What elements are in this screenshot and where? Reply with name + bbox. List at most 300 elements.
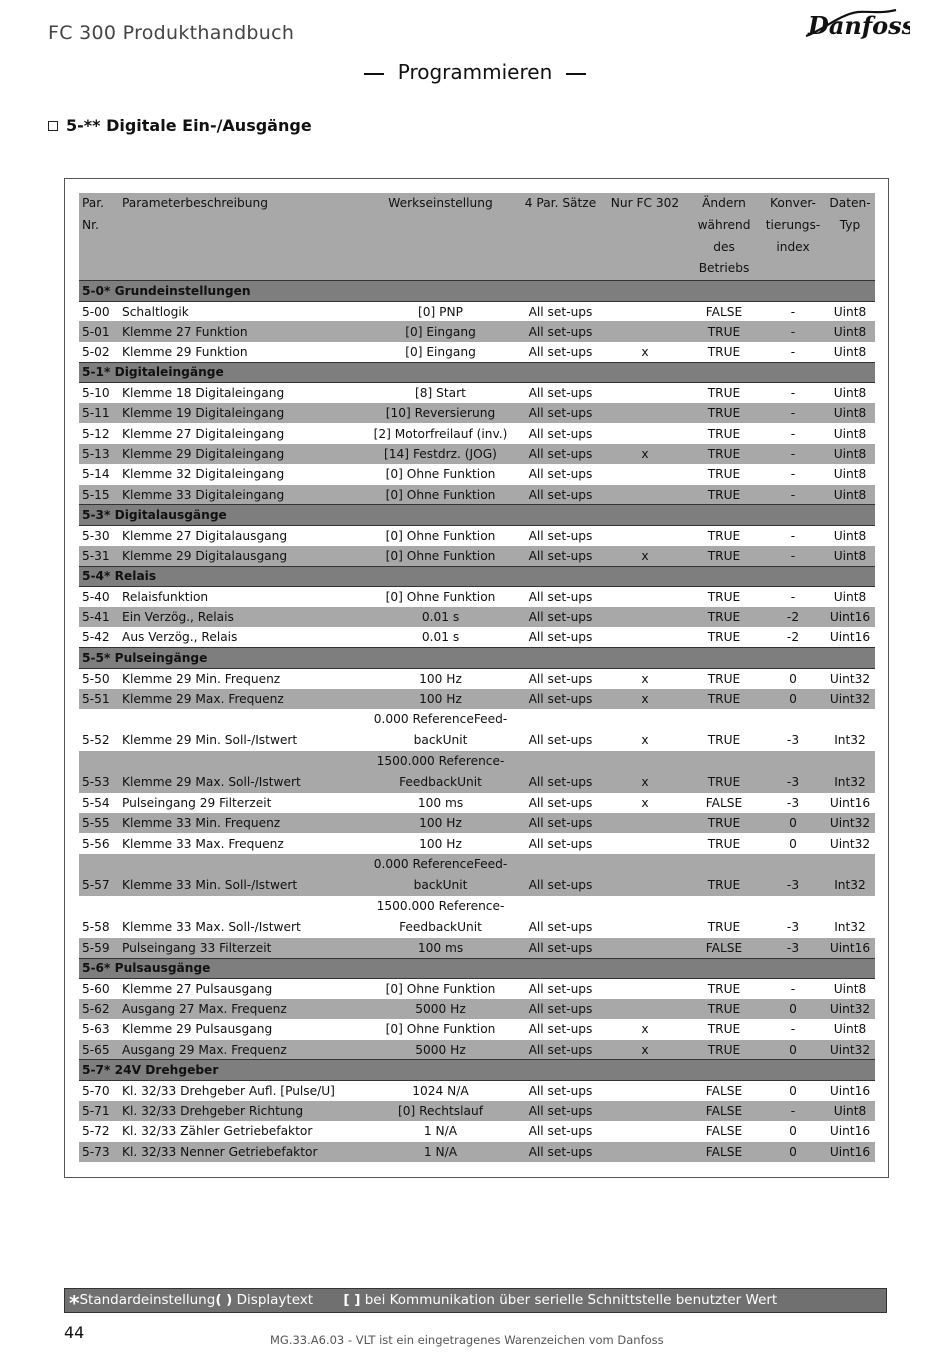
group-title: 5-3* Digitalausgänge [79,505,875,525]
parameter-row [79,423,875,443]
cell-c1: 5-15 [82,487,110,502]
group-title: 5-5* Pulseingänge [79,648,875,668]
cell-c2: Klemme 18 Digitaleingang [122,386,285,401]
cell-c4: All set-ups [528,836,593,851]
cell-c4: All set-ups [528,304,593,319]
parameter-row [79,1040,875,1060]
group-header-row [79,1060,875,1080]
cell-c5 [603,1142,687,1162]
header-cell-c5: Nur FC 302 [610,196,680,210]
header-cell-c8 [825,237,875,259]
cell-c6: FALSE [705,1103,743,1118]
cell-c1: 5-57 [82,877,110,892]
cell-c7: 0 [789,691,797,706]
parameter-row [79,607,875,627]
cell-c2: Kl. 32/33 Drehgeber Richtung [122,1103,304,1118]
cell-c5 [603,978,687,998]
cell-c2: Klemme 32 Digitaleingang [122,467,285,482]
cell-c8: Uint32 [829,1001,871,1016]
danfoss-logo [800,2,910,48]
cell-c7: -3 [786,940,800,955]
header-cell-c7: index [776,239,810,254]
cell-c8: Uint32 [829,1042,871,1057]
parameter-row [79,383,875,403]
cell-c5: x [641,447,649,461]
header-cell-c8 [825,258,875,280]
cell-c2: Klemme 29 Pulsausgang [122,1022,273,1037]
cell-c5: x [641,691,649,706]
cell-c4: All set-ups [528,774,593,789]
cell-c3: [14] Festdrz. (JOG) [384,447,497,461]
cell-c5 [603,627,687,647]
header-cell-c3 [363,237,518,259]
cell-c6: TRUE [707,447,741,461]
header-cell-c7: Konver- [770,196,816,210]
header-cell-c1 [79,237,119,259]
cell-c6: FALSE [705,940,743,955]
cell-c2: Klemme 27 Pulsausgang [122,981,273,996]
cell-c8: Uint8 [833,386,867,401]
cell-c6: TRUE [707,1042,741,1057]
cell-c4: All set-ups [528,1083,593,1098]
header-cell-c6: während [697,217,751,232]
parameter-row [79,546,875,566]
cell-c7: -3 [786,774,800,789]
table-header [79,193,875,281]
cell-c7: 0 [789,816,797,831]
cell-c1: 5-41 [82,610,110,625]
group-header-row [79,281,875,301]
cell-c4: All set-ups [528,671,593,686]
parameter-row [79,833,875,853]
cell-c4: All set-ups [528,1042,593,1057]
header-cell-c3: Werkseinstellung [388,196,493,210]
group-header-row [79,566,875,586]
manual-title: FC 300 Produkthandbuch [48,22,295,44]
cell-c2: Klemme 33 Min. Frequenz [122,816,281,831]
parameter-row [79,485,875,505]
cell-c3: 1024 N/A [412,1083,469,1098]
cell-c2: Klemme 29 Min. Soll-/Istwert [122,732,298,747]
cell-c8: Int32 [834,877,866,892]
parameter-row [79,444,875,464]
cell-c6: TRUE [707,386,741,401]
cell-c8: Uint8 [833,548,867,563]
cell-c1: 5-63 [82,1022,110,1037]
cell-c3: [0] Ohne Funktion [385,528,496,543]
parameter-row [79,854,875,896]
cell-c8: Uint16 [829,610,871,625]
cell-c4: All set-ups [528,487,593,502]
parameter-row [79,627,875,647]
cell-c3: 1 N/A [423,1144,458,1159]
cell-c2: Klemme 33 Digitaleingang [122,487,285,502]
cell-c2: Klemme 19 Digitaleingang [122,406,285,421]
cell-c7: -2 [786,630,800,645]
cell-c6: TRUE [707,1022,741,1037]
group-title: 5-4* Relais [79,566,875,586]
cell-c4: All set-ups [528,919,593,934]
cell-c7: 0 [789,1083,797,1098]
header-row [79,215,875,237]
cell-c2: Pulseingang 33 Filterzeit [122,940,272,955]
cell-c3: 1 N/A [423,1124,458,1139]
cell-c2: Kl. 32/33 Drehgeber Aufl. [Pulse/U] [122,1083,335,1098]
cell-c5 [603,896,687,938]
cell-c5 [603,403,687,423]
cell-c1: 5-71 [82,1103,110,1118]
cell-c2: Klemme 33 Max. Soll-/Istwert [122,919,301,934]
cell-c5: x [641,344,649,359]
cell-c2: Schaltlogik [122,304,189,319]
parameter-row [79,793,875,813]
cell-c6: TRUE [707,816,741,831]
cell-c4: All set-ups [528,1144,593,1159]
cell-c3: 5000 Hz [415,1042,466,1057]
cell-c4: All set-ups [528,386,593,401]
legend-bracket-symbol: [ ] [343,1292,361,1308]
parameter-row [79,321,875,341]
cell-c6: FALSE [705,795,743,810]
cell-c8: Uint32 [829,671,871,686]
cell-c4: All set-ups [528,630,593,645]
section-heading [0,60,950,84]
parameter-table [79,193,875,1162]
cell-c2: Klemme 29 Max. Soll-/Istwert [122,774,301,789]
cell-c4: All set-ups [528,426,593,441]
cell-c6: TRUE [707,344,741,359]
cell-c5 [603,525,687,545]
cell-c1: 5-11 [82,406,110,421]
section-heading-text: Programmieren [397,60,553,84]
legend-display: Displaytext [232,1292,314,1308]
cell-c8: Uint32 [829,836,871,851]
cell-c8: Uint8 [833,528,867,543]
cell-c2: Klemme 27 Digitaleingang [122,426,285,441]
cell-c8: Uint16 [829,1124,871,1139]
cell-c8: Uint8 [833,324,867,339]
cell-c6: TRUE [707,630,741,645]
cell-c2: Ausgang 29 Max. Frequenz [122,1042,287,1057]
cell-c7: - [790,324,796,339]
group-title: 5-7* 24V Drehgeber [79,1060,875,1080]
cell-c8: Uint8 [833,487,867,502]
cell-c2: Klemme 27 Funktion [122,324,248,339]
cell-c4: All set-ups [528,548,593,563]
cell-c8: Int32 [834,774,866,789]
cell-c2: Klemme 29 Funktion [122,344,248,359]
header-cell-c4 [518,215,603,237]
header-cell-c1 [79,258,119,280]
cell-c2: Klemme 33 Min. Soll-/Istwert [122,877,298,892]
cell-c1: 5-72 [82,1124,110,1139]
cell-c2: Kl. 32/33 Nenner Getriebefaktor [122,1144,318,1159]
cell-c8: Uint8 [833,344,867,359]
header-cell-c5 [603,258,687,280]
cell-c3: [10] Reversierung [385,406,496,421]
cell-c4: All set-ups [528,589,593,604]
cell-c8: Uint16 [829,1144,871,1159]
parameter-row [79,689,875,709]
cell-c1: 5-51 [82,691,110,706]
cell-c3: [0] Eingang [405,344,476,359]
cell-c3: [0] PNP [418,304,463,319]
cell-c5: x [641,548,649,563]
parameter-row [79,1080,875,1100]
cell-c3: [0] Ohne Funktion [385,548,496,563]
cell-c7: -3 [786,877,800,892]
cell-c7: - [790,1103,796,1118]
cell-c5: x [641,1022,649,1037]
legend-default: Standardeinstellung [79,1292,216,1308]
cell-c2: Klemme 29 Min. Frequenz [122,671,281,686]
cell-c6: TRUE [707,610,741,625]
cell-c6: FALSE [705,1124,743,1139]
cell-c5 [603,999,687,1019]
cell-c5 [603,464,687,484]
cell-c1: 5-62 [82,1001,110,1016]
cell-c7: - [790,589,796,604]
header-cell-c2 [119,215,363,237]
cell-c1: 5-65 [82,1042,110,1057]
cell-c4: All set-ups [528,1001,593,1016]
header-cell-c1: Par. [82,196,105,210]
cell-c7: - [790,467,796,482]
cell-c1: 5-02 [82,344,110,359]
header-cell-c7: tierungs- [765,217,821,232]
cell-c7: - [790,447,796,461]
cell-c5 [603,607,687,627]
group-header-row [79,505,875,525]
header-cell-c5 [603,215,687,237]
cell-c6: TRUE [707,406,741,421]
cell-c1: 5-14 [82,467,110,482]
cell-c6: TRUE [707,691,741,706]
asterisk-icon: * [69,1291,80,1315]
cell-c8: Uint8 [833,426,867,441]
cell-c5 [603,587,687,607]
cell-c3: 0.000 ReferenceFeed- backUnit [373,856,508,892]
cell-c4: All set-ups [528,406,593,421]
group-header-row [79,958,875,978]
cell-c7: - [790,386,796,401]
cell-c7: - [790,981,796,996]
cell-c5: x [641,795,649,810]
parameter-row [79,1142,875,1162]
cell-c3: 100 ms [417,940,464,955]
cell-c6: FALSE [705,1083,743,1098]
parameter-row [79,587,875,607]
parameter-row [79,301,875,321]
header-cell-c5 [603,237,687,259]
header-cell-c7 [761,258,825,280]
cell-c7: - [790,344,796,359]
cell-c1: 5-60 [82,981,110,996]
cell-c3: [8] Start [415,386,466,401]
cell-c6: TRUE [707,589,741,604]
cell-c5: x [641,1042,649,1057]
cell-c8: Uint32 [829,691,871,706]
parameter-row [79,668,875,688]
cell-c6: TRUE [707,732,741,747]
cell-c1: 5-73 [82,1144,110,1159]
cell-c7: - [790,1022,796,1037]
header-cell-c8: Daten- [829,196,871,210]
parameter-row [79,342,875,362]
cell-c7: 0 [789,1001,797,1016]
header-row [79,237,875,259]
cell-c4: All set-ups [528,324,593,339]
cell-c6: FALSE [705,1144,743,1159]
header-cell-c4 [518,237,603,259]
cell-c2: Ein Verzög., Relais [122,610,234,625]
cell-c3: 1500.000 Reference- FeedbackUnit [376,753,505,789]
cell-c2: Relaisfunktion [122,589,209,604]
cell-c3: [0] Ohne Funktion [385,589,496,604]
cell-c8: Uint8 [833,406,867,421]
cell-c1: 5-50 [82,671,110,686]
cell-c2: Pulseingang 29 Filterzeit [122,795,272,810]
cell-c5 [603,813,687,833]
parameter-row [79,1019,875,1039]
cell-c4: All set-ups [528,732,593,747]
cell-c2: Klemme 29 Digitalausgang [122,548,288,563]
logo-wordmark: Danfoss [808,11,910,40]
header-row [79,258,875,280]
parameter-row [79,709,875,751]
cell-c1: 5-31 [82,548,110,563]
cell-c5 [603,1121,687,1141]
cell-c3: [0] Ohne Funktion [385,487,496,502]
cell-c8: Uint8 [833,1022,867,1037]
cell-c2: Kl. 32/33 Zähler Getriebefaktor [122,1124,313,1139]
cell-c6: TRUE [707,324,741,339]
cell-c6: TRUE [707,774,741,789]
cell-c4: All set-ups [528,795,593,810]
cell-c5 [603,854,687,896]
cell-c8: Uint8 [833,304,867,319]
cell-c8: Uint16 [829,630,871,645]
cell-c4: All set-ups [528,467,593,482]
cell-c6: TRUE [707,671,741,686]
header-cell-c2 [119,258,363,280]
cell-c6: TRUE [707,919,741,934]
cell-c1: 5-12 [82,426,110,441]
cell-c3: 0.000 ReferenceFeed- backUnit [373,711,508,747]
cell-c1: 5-53 [82,774,110,789]
cell-c7: - [790,426,796,441]
cell-c6: TRUE [707,981,741,996]
cell-c7: - [790,487,796,502]
header-cell-c8: Typ [839,217,861,232]
cell-c3: 100 Hz [419,816,462,831]
header-cell-c2 [119,237,363,259]
cell-c4: All set-ups [528,877,593,892]
cell-c3: [0] Ohne Funktion [385,981,496,996]
checkbox-square-icon [48,121,58,131]
cell-c8: Uint16 [829,940,871,955]
parameter-row [79,938,875,958]
header-cell-c3 [363,215,518,237]
cell-c2: Ausgang 27 Max. Frequenz [122,1001,287,1016]
cell-c7: -3 [786,732,800,747]
cell-c5: x [641,732,649,747]
cell-c4: All set-ups [528,528,593,543]
group-title: 5-6* Pulsausgänge [79,958,875,978]
parameter-row [79,751,875,793]
cell-c1: 5-70 [82,1083,110,1098]
cell-c8: Int32 [834,732,866,747]
legend-serial: bei Kommunikation über serielle Schnittstelle benutzter Wert [360,1292,778,1308]
cell-c7: 0 [789,1124,797,1139]
header-cell-c6: des [713,239,735,254]
subsection-heading [48,116,312,135]
cell-c4: All set-ups [528,816,593,831]
group-header-row [79,362,875,382]
cell-c8: Uint8 [833,467,867,482]
cell-c6: TRUE [707,467,741,482]
cell-c4: All set-ups [528,1022,593,1037]
group-title: 5-0* Grundeinstellungen [79,281,875,301]
cell-c5 [603,321,687,341]
cell-c3: 5000 Hz [415,1001,466,1016]
cell-c1: 5-00 [82,304,110,319]
header-cell-c1: Nr. [82,217,99,232]
cell-c7: -3 [786,919,800,934]
cell-c4: All set-ups [528,610,593,625]
cell-c5 [603,833,687,853]
header-cell-c6: Betriebs [687,258,761,280]
legend-paren-symbol: ( ) [215,1292,233,1308]
group-title: 5-1* Digitaleingänge [79,362,875,382]
parameter-row [79,1121,875,1141]
cell-c5 [603,423,687,443]
parameter-row [79,978,875,998]
cell-c3: 100 Hz [419,671,462,686]
header-cell-c4 [518,258,603,280]
cell-c8: Uint8 [833,589,867,604]
group-header-row [79,648,875,668]
cell-c2: Klemme 27 Digitalausgang [122,528,288,543]
cell-c1: 5-58 [82,919,110,934]
cell-c5 [603,485,687,505]
cell-c1: 5-56 [82,836,110,851]
cell-c4: All set-ups [528,981,593,996]
cell-c8: Uint16 [829,1083,871,1098]
cell-c6: TRUE [707,548,741,563]
cell-c1: 5-42 [82,630,110,645]
cell-c2: Klemme 29 Max. Frequenz [122,691,284,706]
cell-c7: 0 [789,836,797,851]
cell-c1: 5-52 [82,732,110,747]
cell-c4: All set-ups [528,940,593,955]
cell-c6: TRUE [707,528,741,543]
cell-c4: All set-ups [528,344,593,359]
cell-c8: Uint8 [833,447,867,461]
cell-c8: Int32 [834,919,866,934]
cell-c3: 100 Hz [419,836,462,851]
cell-c3: 100 Hz [419,691,462,706]
header-cell-c4: 4 Par. Sätze [524,196,597,210]
cell-c6: TRUE [707,1001,741,1016]
cell-c2: Klemme 33 Max. Frequenz [122,836,284,851]
cell-c8: Uint8 [833,1103,867,1118]
cell-c2: Klemme 29 Digitaleingang [122,447,285,461]
header-cell-c3 [363,258,518,280]
cell-c6: TRUE [707,426,741,441]
cell-c6: TRUE [707,877,741,892]
cell-c6: FALSE [705,304,743,319]
